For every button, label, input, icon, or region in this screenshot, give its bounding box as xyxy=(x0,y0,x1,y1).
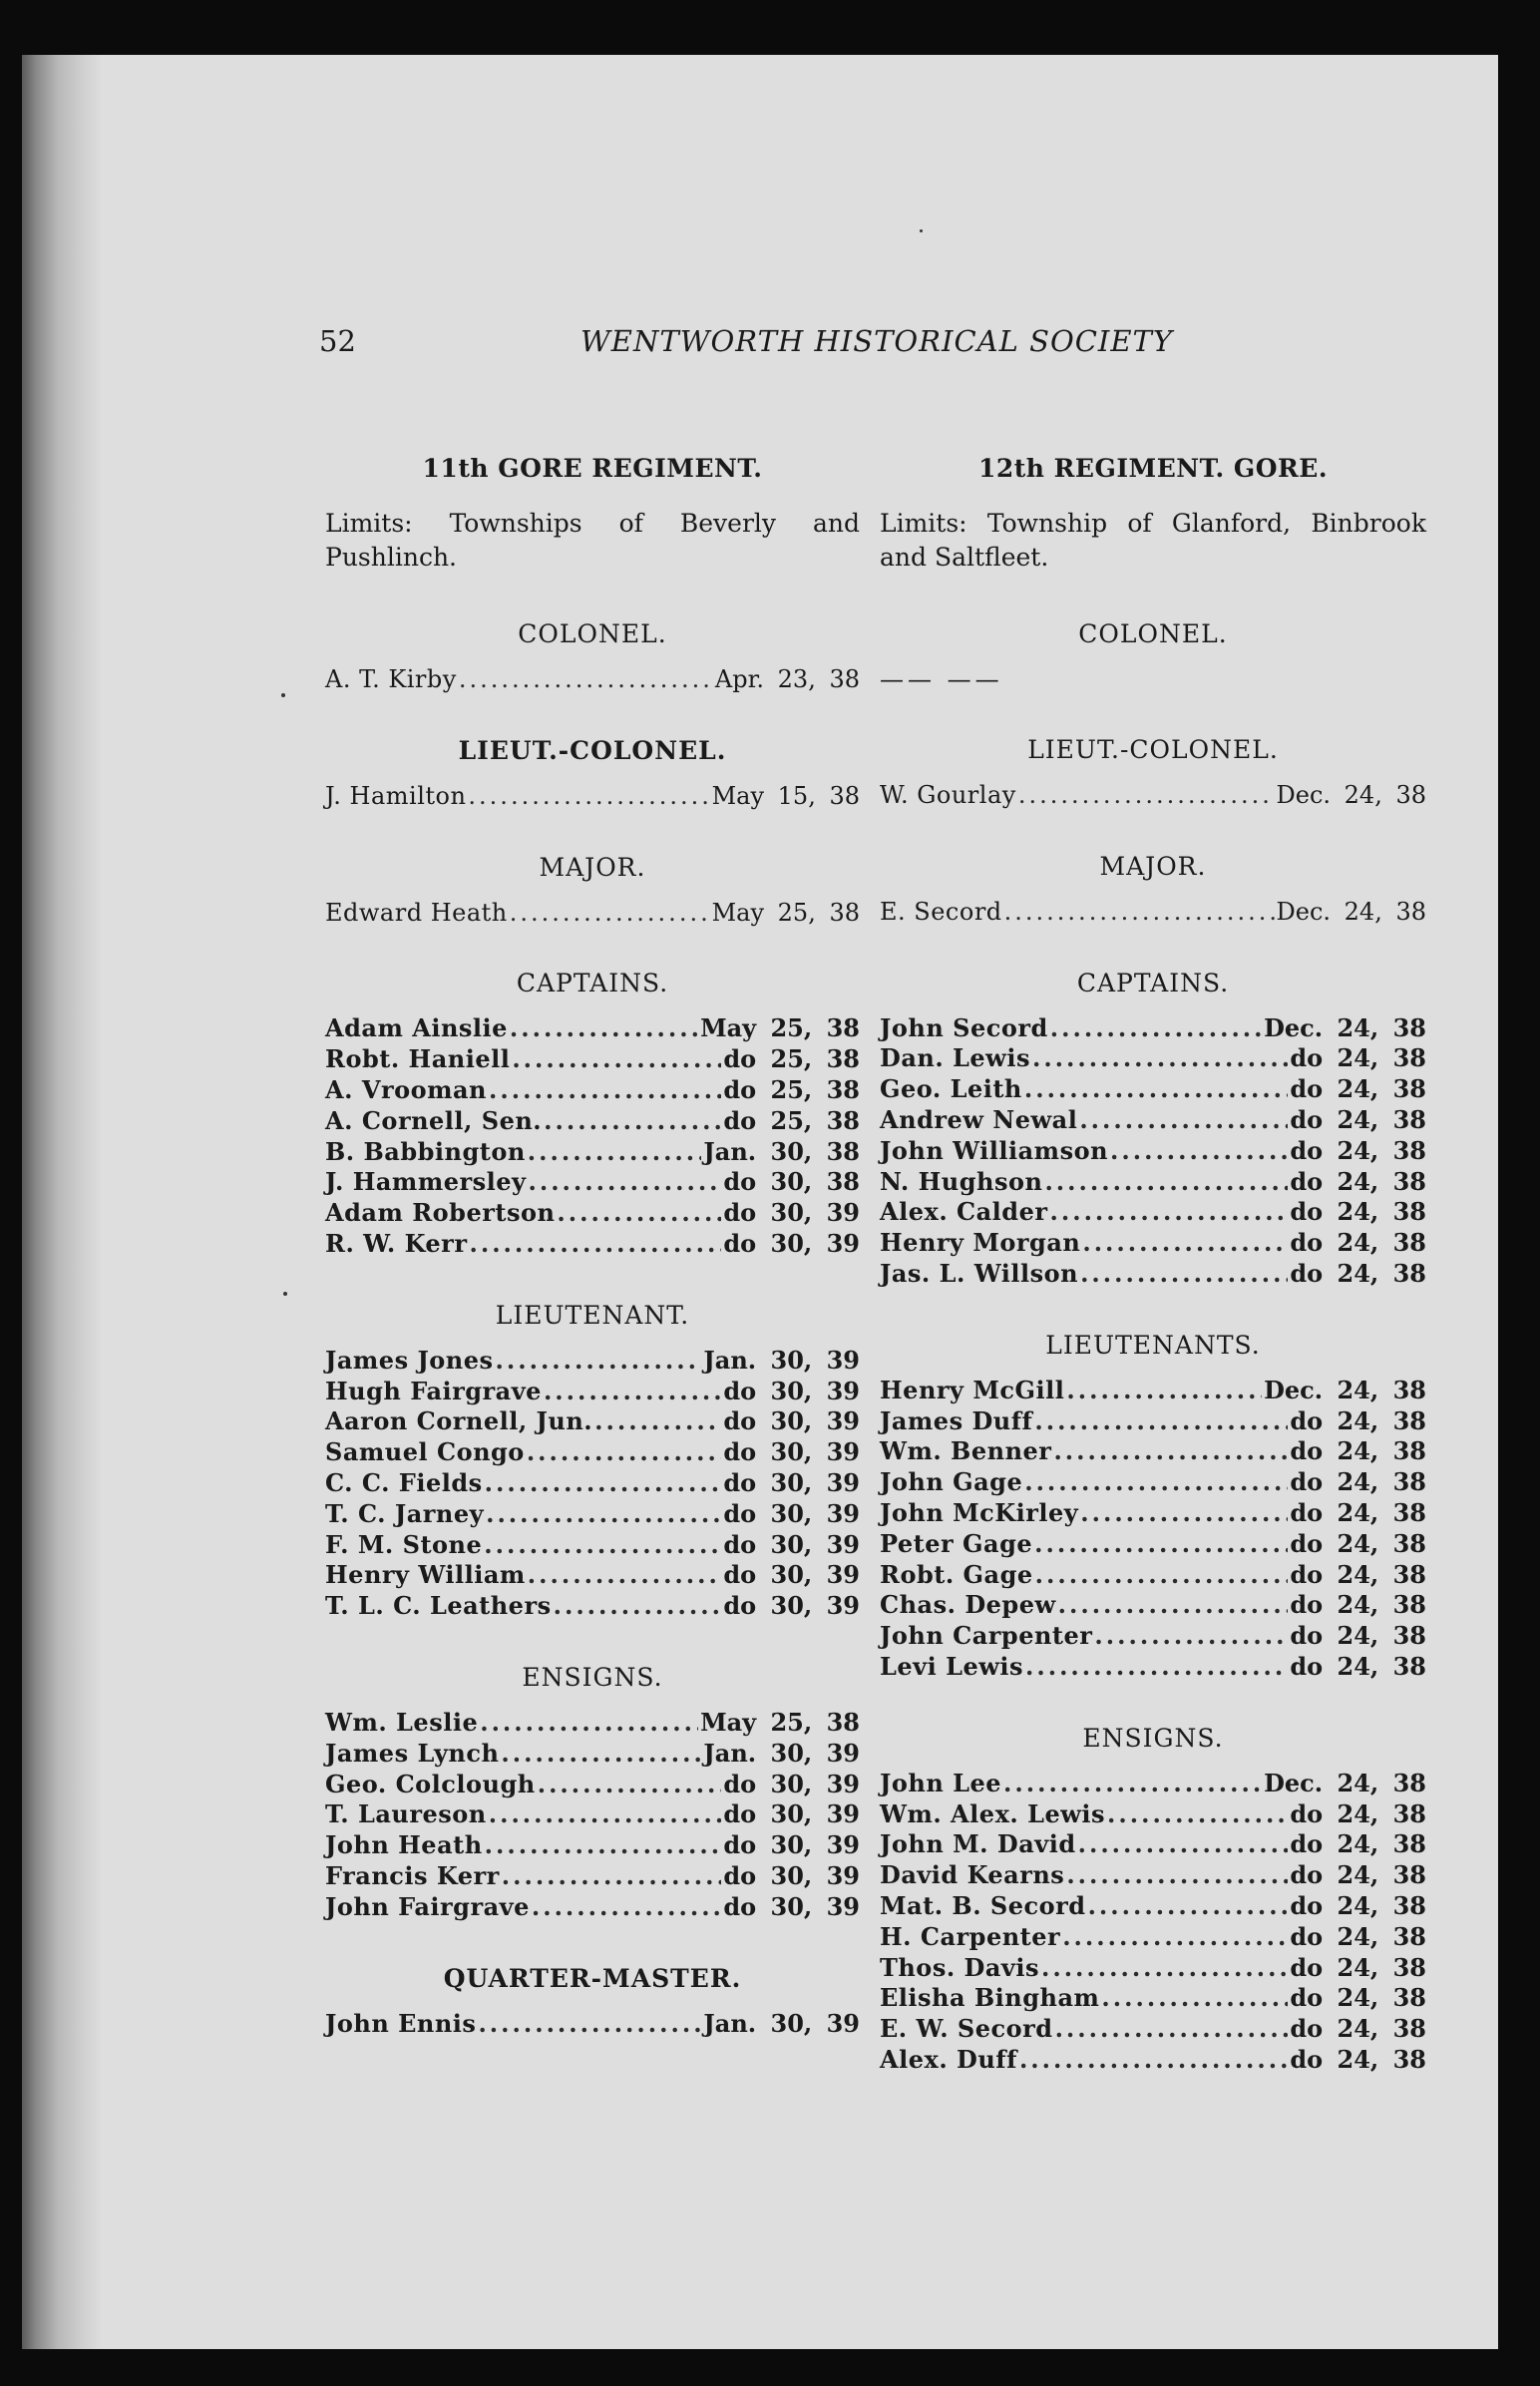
dot-leader xyxy=(544,1377,721,1407)
officer-name: E. W. Secord xyxy=(880,2014,1053,2044)
section-heading: LIEUTENANTS. xyxy=(1045,1330,1261,1360)
page-number: 52 xyxy=(319,324,356,358)
roster-entry xyxy=(880,1652,1426,1683)
page-binding-shadow xyxy=(22,55,102,2349)
page-header xyxy=(319,324,1177,370)
dot-leader xyxy=(1107,1799,1288,1830)
officer-name: Alex. Calder xyxy=(880,1197,1048,1227)
officer-name: John Fairgrave xyxy=(325,1891,530,1921)
roster-entry xyxy=(880,2014,1426,2045)
officer-name: Wm. Alex. Lewis xyxy=(880,1798,1106,1828)
dot-leader xyxy=(1062,1922,1288,1953)
dot-leader xyxy=(485,1830,722,1861)
dot-leader xyxy=(1080,1498,1288,1529)
officer-name: Chas. Depew xyxy=(880,1590,1056,1620)
entry-list xyxy=(880,1769,1426,2076)
commission-date: May 25, 38 xyxy=(700,1707,860,1737)
dot-leader xyxy=(1034,1406,1288,1437)
commission-date: Dec. 24, 38 xyxy=(1276,897,1426,926)
entry-list xyxy=(880,1376,1426,1683)
roster-entry xyxy=(325,1861,860,1892)
roster-entry xyxy=(325,1346,860,1377)
officer-name: W. Gourlay xyxy=(880,781,1016,809)
officer-name: T. C. Jarney xyxy=(325,1498,485,1528)
commission-date: do 30, 39 xyxy=(723,1799,860,1829)
commission-date: Jan. 30, 38 xyxy=(703,1136,860,1166)
lieut-colonel-section xyxy=(325,731,860,812)
officer-name: Samuel Congo xyxy=(325,1437,525,1467)
major-section xyxy=(325,848,860,929)
roster-entry xyxy=(880,1829,1426,1860)
commission-date: do 24, 38 xyxy=(1290,2014,1426,2044)
dot-leader xyxy=(1066,1376,1262,1406)
officer-name: James Duff xyxy=(880,1405,1033,1435)
commission-date: do 24, 38 xyxy=(1290,1921,1426,1951)
roster-entry xyxy=(325,1198,860,1229)
roster-entry xyxy=(325,1560,860,1591)
roster-entry xyxy=(325,1468,860,1499)
roster-entry xyxy=(325,1106,860,1137)
dot-leader xyxy=(532,1892,721,1923)
commission-date: do 30, 38 xyxy=(723,1167,860,1197)
commission-date: do 24, 38 xyxy=(1290,1952,1426,1982)
commission-date: do 30, 39 xyxy=(723,1228,860,1258)
commission-date: do 24, 38 xyxy=(1290,2044,1426,2074)
section-heading: MAJOR. xyxy=(539,852,646,882)
section-heading: CAPTAINS. xyxy=(1076,968,1230,997)
officer-name: Elisha Bingham xyxy=(880,1983,1100,2013)
dot-leader xyxy=(1025,1652,1288,1683)
dot-leader xyxy=(1058,1590,1289,1621)
officer-name: Henry McGill xyxy=(880,1375,1065,1404)
dot-leader xyxy=(1053,1436,1288,1467)
dot-leader xyxy=(1035,1560,1289,1591)
roster-entry xyxy=(325,1137,860,1168)
officer-name: A. T. Kirby xyxy=(325,665,457,693)
roster-entry xyxy=(325,781,860,812)
commission-date: do 24, 38 xyxy=(1290,1528,1426,1558)
officer-name: Wm. Leslie xyxy=(325,1707,479,1737)
officer-name: Geo. Leith xyxy=(880,1074,1022,1104)
dot-leader xyxy=(1034,1529,1288,1560)
dot-leader xyxy=(557,1198,721,1229)
dot-leader xyxy=(1101,1983,1288,2014)
entry-list xyxy=(880,780,1426,811)
commission-date: May 15, 38 xyxy=(711,781,860,810)
dot-leader xyxy=(468,781,709,812)
officer-name: Peter Gage xyxy=(880,1528,1033,1558)
roster-entry xyxy=(325,1591,860,1622)
commission-date: May 25, 38 xyxy=(700,1013,860,1043)
dot-leader xyxy=(1080,1259,1288,1290)
section-heading: LIEUTENANT. xyxy=(495,1300,690,1330)
officer-name: R. W. Kerr xyxy=(325,1228,468,1258)
roster-entry xyxy=(880,1228,1426,1259)
entry-list xyxy=(325,898,860,929)
commission-date: do 24, 38 xyxy=(1290,1043,1426,1073)
dot-leader xyxy=(459,664,713,695)
officer-name: Robt. Haniell xyxy=(325,1044,511,1074)
officer-name: David Kearns xyxy=(880,1860,1065,1890)
commission-date: do 24, 38 xyxy=(1290,1983,1426,2013)
regiment-title: 11th GORE REGIMENT. xyxy=(422,454,763,483)
commission-date: do 24, 38 xyxy=(1290,1104,1426,1134)
roster-entry xyxy=(880,1529,1426,1560)
entry-list xyxy=(325,2009,860,2040)
dot-leader xyxy=(469,1229,721,1260)
commission-date: Jan. 30, 39 xyxy=(703,1738,860,1768)
commission-date: do 24, 38 xyxy=(1290,1860,1426,1890)
commission-date: do 24, 38 xyxy=(1290,1197,1426,1227)
commission-date: do 30, 39 xyxy=(723,1529,860,1559)
officer-name: A. Vrooman xyxy=(325,1074,488,1104)
book-page xyxy=(22,55,1498,2349)
officer-name: John Secord xyxy=(880,1012,1048,1042)
roster-entry xyxy=(325,1830,860,1861)
section-heading: LIEUT.-COLONEL. xyxy=(458,735,727,765)
dot-leader xyxy=(1032,1043,1288,1074)
commission-date: Dec. 24, 38 xyxy=(1264,1768,1426,1797)
dot-leader xyxy=(1066,1860,1288,1891)
dot-leader xyxy=(1024,1467,1288,1498)
roster-entry xyxy=(325,1892,860,1923)
roster-entry xyxy=(880,1769,1426,1799)
officer-name: J. Hammersley xyxy=(325,1167,527,1197)
lieutenant-section xyxy=(325,1296,860,1622)
officer-name: H. Carpenter xyxy=(880,1921,1061,1951)
roster-entry xyxy=(325,1770,860,1800)
officer-name: Aaron Cornell, Jun. xyxy=(325,1406,593,1436)
roster-entry xyxy=(325,1799,860,1830)
roster-entry xyxy=(880,1013,1426,1044)
roster-entry xyxy=(880,1891,1426,1922)
officer-name: John Ennis xyxy=(325,2008,477,2038)
officer-name: Robt. Gage xyxy=(880,1559,1033,1589)
roster-entry xyxy=(880,1074,1426,1105)
dot-leader xyxy=(1003,1769,1262,1799)
commission-date: May 25, 38 xyxy=(711,898,860,927)
dot-leader xyxy=(1110,1136,1288,1167)
commission-date: do 24, 38 xyxy=(1290,1467,1426,1497)
officer-name: Edward Heath xyxy=(325,898,508,927)
roster-entry xyxy=(325,1739,860,1770)
officer-name: Henry Morgan xyxy=(880,1228,1081,1258)
paper-speck xyxy=(283,1292,287,1296)
dot-leader xyxy=(501,1739,701,1770)
dot-leader xyxy=(1094,1621,1288,1652)
commission-date: Apr. 23, 38 xyxy=(714,665,860,693)
captains-section xyxy=(325,964,860,1259)
commission-date: do 30, 39 xyxy=(723,1860,860,1890)
roster-entry xyxy=(325,1167,860,1198)
officer-name: Hugh Fairgrave xyxy=(325,1376,542,1405)
roster-entry xyxy=(880,2045,1426,2076)
dot-leader xyxy=(1050,1197,1289,1228)
commission-date: do 24, 38 xyxy=(1290,1590,1426,1620)
commission-date: do 24, 38 xyxy=(1290,1559,1426,1589)
officer-name: John Williamson xyxy=(880,1135,1109,1165)
commission-date: do 30, 39 xyxy=(723,1406,860,1436)
commission-date: do 25, 38 xyxy=(723,1074,860,1104)
officer-name: John Heath xyxy=(325,1830,483,1860)
commission-date: do 24, 38 xyxy=(1290,1651,1426,1681)
commission-date: do 30, 39 xyxy=(723,1891,860,1921)
roster-entry xyxy=(880,1259,1426,1290)
officer-name: John McKirley xyxy=(880,1497,1079,1527)
roster-entry xyxy=(325,898,860,929)
dot-leader xyxy=(1088,1891,1289,1922)
roster-entry xyxy=(325,1499,860,1530)
officer-name: Henry William xyxy=(325,1560,526,1590)
commission-date: do 30, 39 xyxy=(723,1376,860,1405)
entry-list xyxy=(325,781,860,812)
officer-name: A. Cornell, Sen. xyxy=(325,1105,543,1135)
commission-date: Dec. 24, 38 xyxy=(1264,1375,1426,1404)
roster-entry xyxy=(325,1406,860,1437)
commission-date: do 30, 39 xyxy=(723,1437,860,1467)
officer-name: C. C. Fields xyxy=(325,1467,483,1497)
commission-date: do 24, 38 xyxy=(1290,1829,1426,1859)
commission-date: Dec. 24, 38 xyxy=(1276,781,1426,809)
dot-leader xyxy=(489,1799,722,1830)
ensigns-section xyxy=(880,1719,1426,2076)
commission-date: do 24, 38 xyxy=(1290,1890,1426,1920)
dot-leader xyxy=(478,2009,701,2040)
roster-entry xyxy=(880,1376,1426,1406)
commission-date: do 24, 38 xyxy=(1290,1074,1426,1104)
commission-date: do 24, 38 xyxy=(1290,1621,1426,1651)
dot-leader xyxy=(1041,1953,1288,1984)
entry-list xyxy=(880,897,1426,928)
dot-leader xyxy=(486,1499,721,1530)
dot-leader xyxy=(1004,897,1275,928)
section-heading: COLONEL. xyxy=(1078,619,1228,648)
roster-entry xyxy=(325,1377,860,1407)
roster-entry xyxy=(880,897,1426,928)
entry-list xyxy=(325,1708,860,1923)
roster-entry xyxy=(325,1075,860,1106)
dot-leader xyxy=(528,1560,722,1591)
officer-name: John M. David xyxy=(880,1829,1076,1859)
roster-entry xyxy=(880,1467,1426,1498)
commission-date: do 24, 38 xyxy=(1290,1497,1426,1527)
commission-date: do 24, 38 xyxy=(1290,1405,1426,1435)
officer-name: Dan. Lewis xyxy=(880,1043,1030,1073)
section-heading: LIEUT.-COLONEL. xyxy=(1027,735,1279,764)
officer-name: E. Secord xyxy=(880,897,1002,926)
roster-entry xyxy=(325,1530,860,1561)
officer-name: Francis Kerr xyxy=(325,1860,500,1890)
commission-date: do 24, 38 xyxy=(1290,1258,1426,1288)
dot-leader xyxy=(1019,2045,1288,2076)
entry-list xyxy=(880,1013,1426,1290)
commission-date: do 25, 38 xyxy=(723,1105,860,1135)
left-column-11th-gore-regiment xyxy=(325,449,860,2075)
right-column-12th-regiment-gore xyxy=(880,449,1426,2112)
dot-leader xyxy=(480,1708,698,1739)
commission-date: do 30, 39 xyxy=(723,1498,860,1528)
dot-leader xyxy=(594,1406,721,1437)
roster-entry xyxy=(880,1498,1426,1529)
commission-date: do 30, 39 xyxy=(723,1560,860,1590)
officer-name: Adam Robertson xyxy=(325,1198,556,1228)
commission-date: do 24, 38 xyxy=(1290,1228,1426,1258)
dot-leader xyxy=(512,1044,721,1075)
dot-leader xyxy=(1079,1105,1288,1136)
paper-speck xyxy=(281,693,285,697)
commission-date: do 30, 39 xyxy=(723,1198,860,1228)
officer-name: B. Babbington xyxy=(325,1136,526,1166)
commission-date: do 30, 39 xyxy=(723,1591,860,1621)
section-heading: MAJOR. xyxy=(1099,851,1207,881)
dot-leader xyxy=(1018,780,1275,811)
roster-entry xyxy=(880,1860,1426,1891)
colonel-section xyxy=(880,614,1426,694)
commission-date: do 24, 38 xyxy=(1290,1436,1426,1466)
dot-leader xyxy=(485,1468,722,1499)
roster-entry xyxy=(880,1167,1426,1198)
paper-speck xyxy=(920,229,923,232)
section-heading: QUARTER-MASTER. xyxy=(443,1963,742,1993)
roster-entry xyxy=(880,1983,1426,2014)
roster-entry xyxy=(325,664,860,695)
dot-leader xyxy=(1055,2014,1289,2045)
officer-name: Adam Ainslie xyxy=(325,1013,508,1043)
entry-list xyxy=(325,1013,860,1259)
dot-leader xyxy=(484,1530,721,1561)
roster-entry xyxy=(880,1560,1426,1591)
roster-entry xyxy=(880,1590,1426,1621)
officer-name: J. Hamilton xyxy=(325,781,467,810)
roster-entry xyxy=(325,2009,860,2040)
commission-date: do 30, 39 xyxy=(723,1467,860,1497)
roster-entry xyxy=(325,1708,860,1739)
dot-leader xyxy=(1024,1074,1288,1105)
roster-entry xyxy=(880,1197,1426,1228)
roster-entry xyxy=(880,1406,1426,1437)
roster-entry xyxy=(325,1013,860,1044)
dot-leader xyxy=(1078,1829,1289,1860)
dot-leader xyxy=(527,1437,722,1468)
roster-entry xyxy=(880,1953,1426,1984)
dot-leader xyxy=(528,1137,702,1168)
officer-name: Jas. L. Willson xyxy=(880,1258,1079,1288)
officer-name: F. M. Stone xyxy=(325,1529,483,1559)
entry-list xyxy=(325,1346,860,1622)
officer-name: Wm. Benner xyxy=(880,1436,1052,1466)
dot-leader xyxy=(510,1013,698,1044)
dot-leader xyxy=(502,1861,722,1892)
roster-entry xyxy=(880,1136,1426,1167)
section-heading: ENSIGNS. xyxy=(522,1662,663,1692)
commission-date: Jan. 30, 39 xyxy=(703,1345,860,1375)
dot-leader xyxy=(489,1075,721,1106)
roster-entry xyxy=(325,1437,860,1468)
lieut-colonel-section xyxy=(880,730,1426,811)
dot-leader xyxy=(538,1770,722,1800)
dot-leader xyxy=(510,898,710,929)
officer-name: Levi Lewis xyxy=(880,1651,1023,1681)
officer-name: Alex. Duff xyxy=(880,2044,1017,2074)
roster-entry xyxy=(325,1044,860,1075)
commission-date: do 24, 38 xyxy=(1290,1166,1426,1196)
officer-name: T. Laureson xyxy=(325,1799,487,1829)
section-heading: COLONEL. xyxy=(518,619,667,648)
dot-leader xyxy=(544,1106,721,1137)
running-title: WENTWORTH HISTORICAL SOCIETY xyxy=(580,324,1174,358)
section-heading: ENSIGNS. xyxy=(1082,1723,1224,1753)
officer-name: James Lynch xyxy=(325,1738,500,1768)
dot-leader xyxy=(528,1167,721,1198)
regiment-limits: Limits: Township of Glanford, Binbrook and Saltfleet. xyxy=(880,509,1426,572)
roster-entry xyxy=(325,1229,860,1260)
regiment-limits: Limits: Townships of Beverly and Pushlinch. xyxy=(325,509,860,572)
officer-name: John Lee xyxy=(880,1768,1002,1797)
roster-entry xyxy=(880,1621,1426,1652)
dot-leader xyxy=(1044,1167,1288,1198)
major-section xyxy=(880,847,1426,928)
roster-entry xyxy=(880,780,1426,811)
officer-name: John Carpenter xyxy=(880,1621,1093,1651)
officer-name: N. Hughson xyxy=(880,1166,1043,1196)
dot-leader xyxy=(1082,1228,1288,1259)
dot-leader xyxy=(496,1346,702,1377)
lieutenants-section xyxy=(880,1326,1426,1683)
dot-leader xyxy=(554,1591,722,1622)
officer-name: James Jones xyxy=(325,1345,494,1375)
ensigns-section xyxy=(325,1658,860,1923)
commission-date: do 24, 38 xyxy=(1290,1798,1426,1828)
commission-date: do 30, 39 xyxy=(723,1769,860,1798)
roster-entry xyxy=(880,1922,1426,1953)
commission-date: do 30, 39 xyxy=(723,1830,860,1860)
roster-entry xyxy=(880,1043,1426,1074)
roster-entry xyxy=(880,1105,1426,1136)
officer-name: Andrew Newal xyxy=(880,1104,1078,1134)
officer-name: Thos. Davis xyxy=(880,1952,1039,1982)
regiment-title: 12th REGIMENT. GORE. xyxy=(977,454,1329,483)
officer-name: T. L. C. Leathers xyxy=(325,1591,552,1621)
commission-date: do 24, 38 xyxy=(1290,1135,1426,1165)
roster-entry xyxy=(880,1799,1426,1830)
commission-date: do 25, 38 xyxy=(723,1044,860,1074)
dot-leader xyxy=(1050,1013,1262,1044)
vacant-placeholder: —— —— xyxy=(880,665,1003,693)
section-heading: CAPTAINS. xyxy=(516,969,669,998)
roster-entry xyxy=(880,1436,1426,1467)
captains-section xyxy=(880,964,1426,1290)
colonel-section xyxy=(325,614,860,695)
commission-date: Dec. 24, 38 xyxy=(1264,1012,1426,1042)
quarter-master-section xyxy=(325,1959,860,2040)
officer-name: Mat. B. Secord xyxy=(880,1890,1086,1920)
entry-list xyxy=(325,664,860,695)
officer-name: Geo. Colclough xyxy=(325,1769,536,1798)
officer-name: John Gage xyxy=(880,1467,1023,1497)
commission-date: Jan. 30, 39 xyxy=(703,2008,860,2038)
